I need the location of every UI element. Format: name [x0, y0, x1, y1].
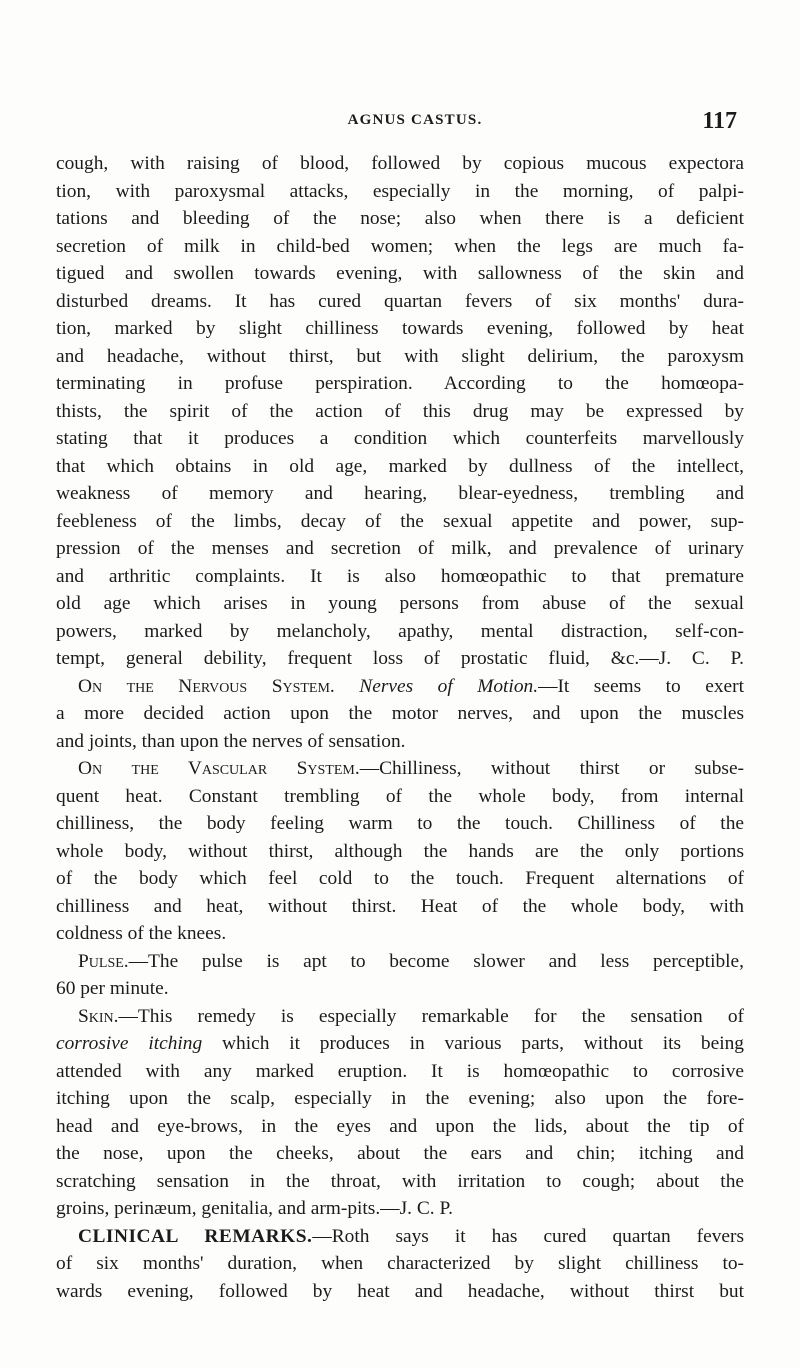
text-run: powers, marked by melancholy, apathy, mental distraction, self-con- — [56, 620, 744, 642]
text-run: tion, with paroxysmal attacks, especially in the morning, of palpi- — [56, 180, 744, 202]
text-run: —Chilliness, without thirst or subse- — [359, 758, 745, 779]
section-heading: Pulse. — [78, 950, 129, 972]
text-line — [56, 1278, 744, 1306]
text-run: —It seems to exert — [538, 675, 744, 697]
text-line — [56, 233, 744, 261]
text-run: and headache, without thirst, but with slight delirium, the paroxysm — [56, 345, 744, 367]
text-run: a more decided action upon the motor nerves, and upon the muscles — [56, 703, 744, 724]
text-line — [56, 1058, 744, 1086]
text-line — [56, 288, 744, 316]
text-line — [56, 1113, 744, 1141]
italic-term: corrosive itching — [56, 1033, 203, 1054]
text-line — [56, 975, 744, 1003]
text-line — [56, 865, 744, 893]
text-line — [56, 645, 744, 673]
text-run: the nose, upon the cheeks, about the ears and chin; itching and — [56, 1143, 744, 1164]
text-line — [56, 1168, 744, 1196]
text-line — [56, 728, 744, 756]
text-run: and joints, than upon the nerves of sensation. — [56, 730, 406, 752]
text-line — [56, 783, 744, 811]
text-run: —This remedy is especially remarkable for the sensation of — [118, 1005, 744, 1027]
text-line — [56, 1223, 744, 1251]
text-run: which it produces in various parts, without its being — [202, 1033, 744, 1054]
text-run: thists, the spirit of the action of this drug may be expressed by — [56, 400, 744, 422]
text-line — [56, 178, 744, 206]
text-line — [56, 590, 744, 618]
text-run: stating that it produces a condition which counterfeits marvellously — [56, 428, 744, 449]
text-run: tion, marked by slight chilliness towards evening, followed by heat — [56, 318, 744, 339]
text-run: tempt, general debility, frequent loss of prostatic fluid, &c.—J. C. P. — [56, 648, 744, 669]
text-run: feebleness of the limbs, decay of the sexual appetite and power, sup- — [56, 510, 744, 532]
text-line — [56, 453, 744, 481]
text-line — [56, 205, 744, 233]
text-line — [56, 563, 744, 591]
text-line — [56, 480, 744, 508]
text-run: wards evening, followed by heat and headache, without thirst but — [56, 1280, 744, 1302]
text-run: disturbed dreams. It has cured quartan fevers of six months' dura- — [56, 290, 744, 312]
text-line — [56, 755, 744, 783]
text-run: of the body which feel cold to the touch. Frequent alternations of — [56, 868, 744, 889]
text-line — [56, 343, 744, 371]
text-run: 60 per minute. — [56, 978, 169, 999]
text-run: old age which arises in young persons from abuse of the sexual — [56, 593, 744, 614]
text-line — [56, 948, 744, 976]
section-heading: On the Nervous System. — [78, 675, 335, 697]
text-line — [56, 398, 744, 426]
text-line — [56, 1250, 744, 1278]
text-run: scratching sensation in the throat, with irritation to cough; about the — [56, 1170, 744, 1192]
text-line — [56, 1085, 744, 1113]
text-run: of six months' duration, when characterized by slight chilliness to- — [56, 1253, 744, 1274]
text-run: secretion of milk in child-bed women; when the legs are much fa- — [56, 235, 744, 257]
body-text — [56, 150, 744, 1305]
text-run: quent heat. Constant trembling of the whole body, from internal — [56, 785, 744, 807]
text-run: groins, perinæum, genitalia, and arm-pits.—J. C. P. — [56, 1198, 453, 1219]
text-run: head and eye-brows, in the eyes and upon the lids, about the tip of — [56, 1115, 744, 1137]
page-number: 117 — [702, 108, 737, 134]
text-line — [56, 1195, 744, 1223]
text-run: and arthritic complaints. It is also homœopathic to that premature — [56, 565, 744, 587]
text-line — [56, 508, 744, 536]
text-line — [56, 260, 744, 288]
text-line — [56, 673, 744, 701]
text-run: pression of the menses and secretion of milk, and prevalence of urinary — [56, 538, 744, 559]
text-run: whole body, without thirst, although the hands are the only portions — [56, 840, 744, 862]
text-run: coldness of the knees. — [56, 923, 227, 944]
text-line — [56, 1140, 744, 1168]
text-run: tigued and swollen towards evening, with sallowness of the skin and — [56, 263, 744, 284]
text-line — [56, 618, 744, 646]
text-run: chilliness, the body feeling warm to the touch. Chilliness of the — [56, 813, 744, 834]
text-line — [56, 838, 744, 866]
text-line — [56, 315, 744, 343]
text-line — [56, 810, 744, 838]
italic-term: Nerves of Motion. — [359, 675, 539, 697]
text-run: cough, with raising of blood, followed by copious mucous expectora — [56, 153, 744, 174]
section-heading: CLINICAL REMARKS. — [78, 1225, 313, 1247]
running-head — [0, 108, 800, 142]
text-line — [56, 700, 744, 728]
section-heading: On the Vascular System. — [78, 758, 360, 779]
text-line — [56, 1003, 744, 1031]
text-run: tations and bleeding of the nose; also when there is a deficient — [56, 208, 744, 229]
text-line — [56, 893, 744, 921]
text-line — [56, 1030, 744, 1058]
text-run: attended with any marked eruption. It is homœopathic to corrosive — [56, 1060, 744, 1082]
text-line — [56, 535, 744, 563]
text-run: that which obtains in old age, marked by dullness of the intellect, — [56, 455, 744, 477]
text-run: itching upon the scalp, especially in the evening; also upon the fore- — [56, 1088, 744, 1109]
text-line — [56, 920, 744, 948]
text-line — [56, 425, 744, 453]
text-run — [335, 676, 360, 697]
text-run: chilliness and heat, without thirst. Heat of the whole body, with — [56, 895, 744, 917]
running-title: AGNUS CASTUS. — [347, 112, 483, 128]
text-run: terminating in profuse perspiration. According to the homœopa- — [56, 373, 744, 394]
text-line — [56, 370, 744, 398]
text-run: —The pulse is apt to become slower and less perceptible, — [128, 950, 744, 972]
section-heading: Skin. — [78, 1005, 119, 1027]
text-run: weakness of memory and hearing, blear-eyedness, trembling and — [56, 483, 744, 504]
text-line — [56, 150, 744, 178]
text-run: —Roth says it has cured quartan fevers — [312, 1225, 744, 1247]
